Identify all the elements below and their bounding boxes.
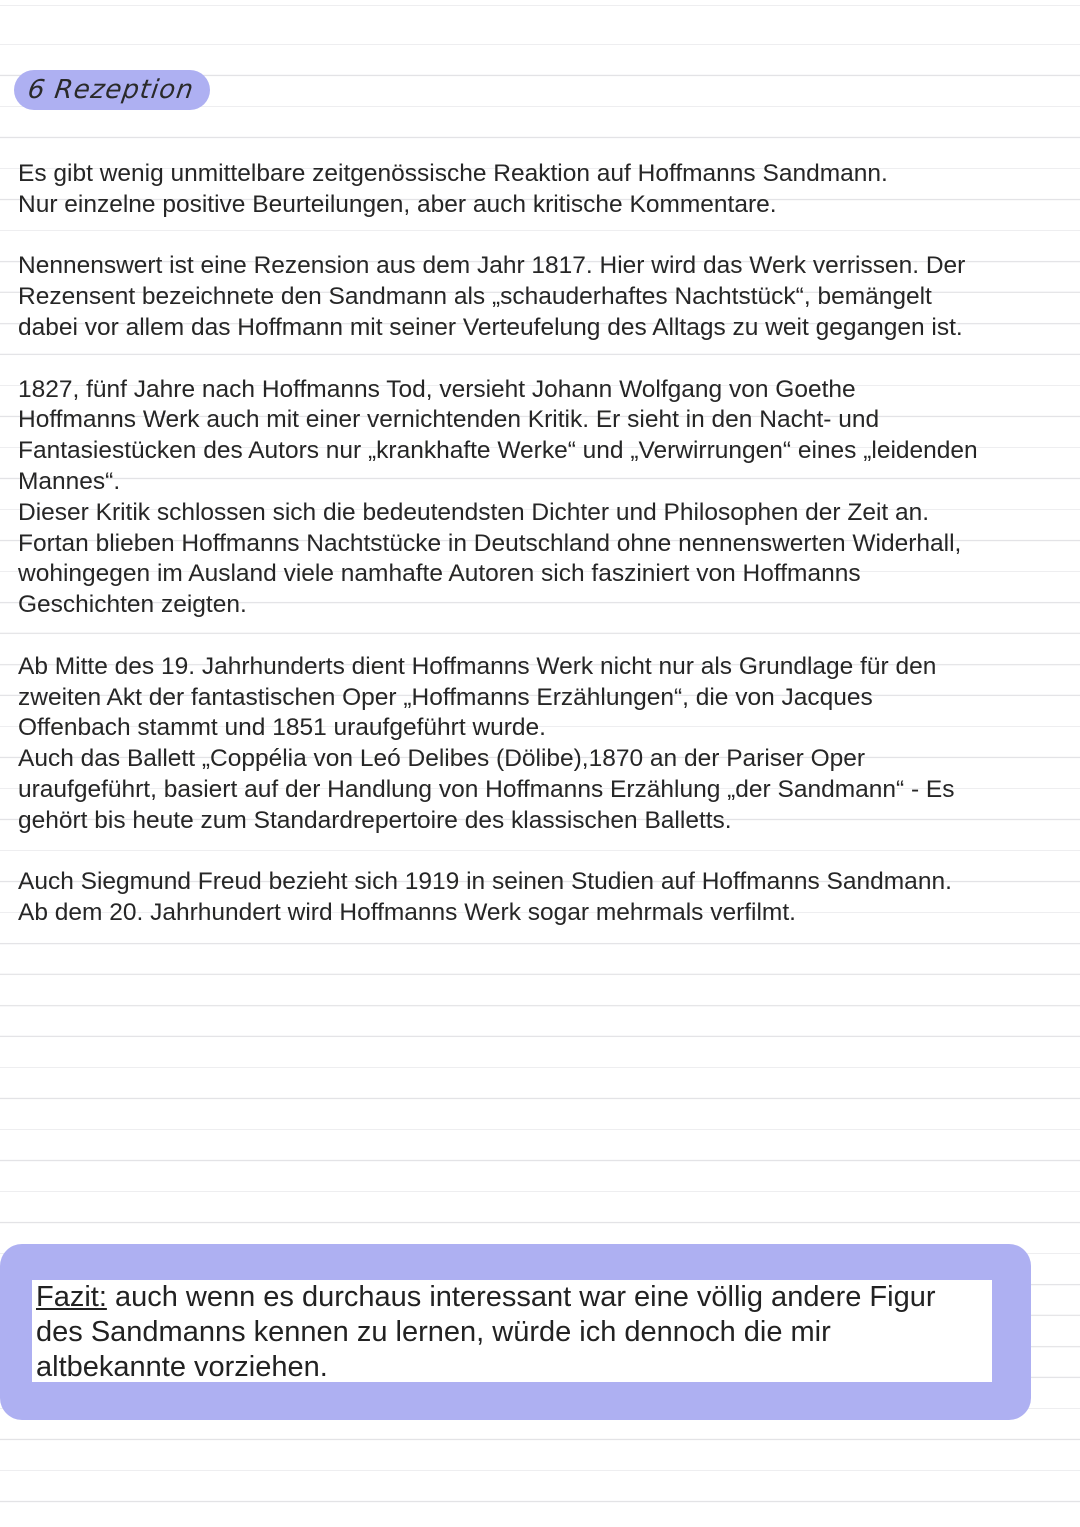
paragraph-goethe-critique: 1827, fünf Jahre nach Hoffmanns Tod, versieht Johann Wolfgang von Goethe Hoffmanns Werk auch mit einer vernichtenden Kritik. Er sieht in den Nacht- und Fantasiestücken des Autors nur „krankhafte Werke“ und „Verwirrungen“ eines „leidenden Mannes“. Dieser Kritik schlossen sich die bedeutendsten Dichter und Philosophen der Zeit an. Fortan blieben Hoffmanns Nachtstücke in Deutschland ohne nennenswerten Widerhall, wohingegen im Ausland viele namhafte Autoren sich fasziniert von Hoffmanns Geschichten zeigten. bbox=[18, 375, 978, 619]
paragraph-opera-ballet: Ab Mitte des 19. Jahrhunderts dient Hoffmanns Werk nicht nur als Grundlage für den zweiten Akt der fantastischen Oper „Hoffmanns Erzählungen“, die von Jacques Offenbach stammt und 1851 uraufgeführt wurde. Auch das Ballett „Coppélia von Leó Delibes (Dölibe),1870 an der Pariser Oper uraufgeführt, basiert auf der Handlung von Hoffmanns Erzählung „der Sandmann“ - Es gehört bis heute zum Standardrepertoire des klassischen Balletts. bbox=[18, 652, 955, 834]
conclusion-body: auch wenn es durchaus interessant war eine völlig andere Figur des Sandmanns kennen zu lernen, würde ich dennoch die mir altbekannte vorziehen. bbox=[36, 1281, 936, 1383]
conclusion-highlight-frame bbox=[0, 1244, 1031, 1420]
body-text bbox=[18, 159, 1074, 960]
section-heading: 6 Rezeption bbox=[25, 75, 196, 105]
paragraph-contemporary-reaction: Es gibt wenig unmittelbare zeitgenössische Reaktion auf Hoffmanns Sandmann. Nur einzelne positive Beurteilungen, aber auch kritische Kommentare. bbox=[18, 160, 888, 218]
conclusion-box bbox=[32, 1280, 992, 1382]
paragraph-freud-films: Auch Siegmund Freud bezieht sich 1919 in seinen Studien auf Hoffmanns Sandmann. Ab dem 20. Jahrhundert wird Hoffmanns Werk sogar mehrmals verfilmt. bbox=[18, 868, 952, 927]
conclusion-text bbox=[36, 1280, 988, 1385]
section-heading-highlight bbox=[14, 70, 210, 110]
paragraph-review-1817: Nennenswert ist eine Rezension aus dem Jahr 1817. Hier wird das Werk verrissen. Der Rezensent bezeichnete den Sandmann als „schauderhaftes Nachtstück“, bemängelt dabei vor allem das Hoffmann mit seiner Verteufelung des Alltags zu weit gegangen ist. bbox=[18, 252, 966, 341]
conclusion-label: Fazit: bbox=[36, 1281, 107, 1313]
